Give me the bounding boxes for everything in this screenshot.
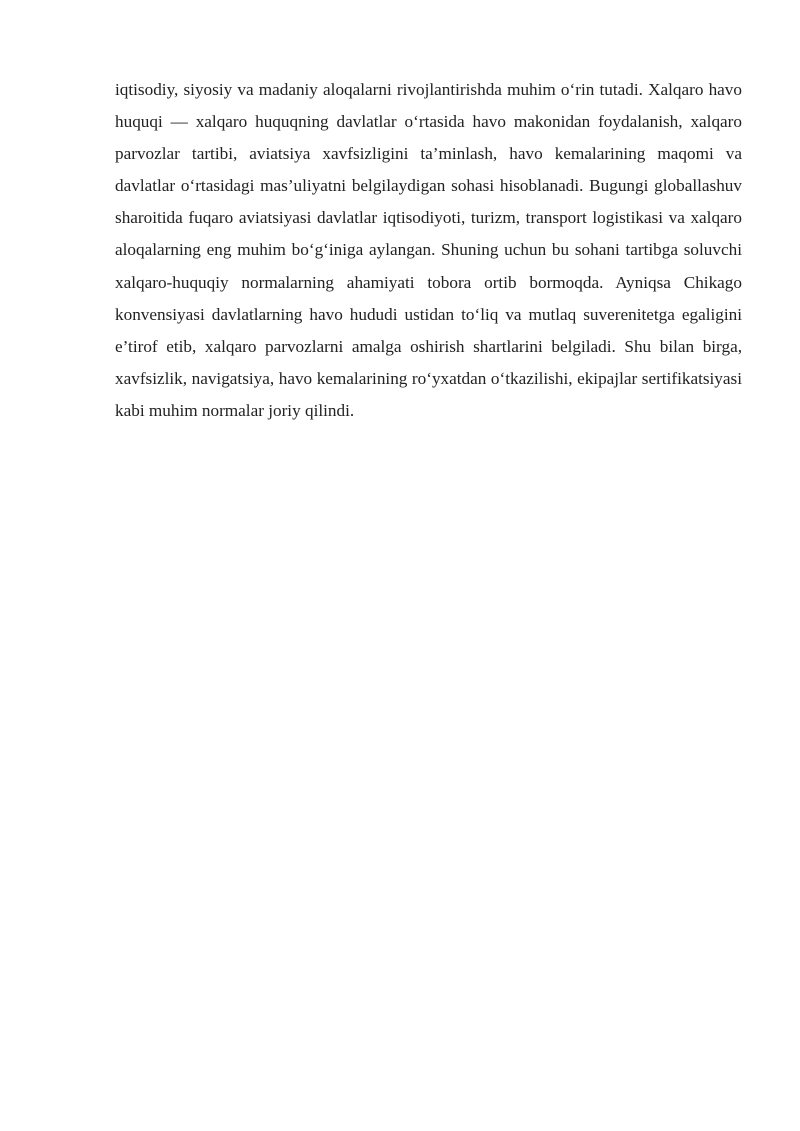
body-paragraph: iqtisodiy, siyosiy va madaniy aloqalarni rivojlantirishda muhim o‘rin tutadi. Xalqaro havo huquqi — xalqaro huquqning davlatlar o‘rtasida havo makonidan foydalanish, xalqaro parvozlar tartibi, aviatsiya xavfsizligini ta’minlash, havo kemalarining maqomi va davlatlar o‘rtasidagi mas’uliyatni belgilaydigan sohasi hisoblanadi. Bugungi globallashuv sharoitida fuqaro aviatsiyasi davlatlar iqtisodiyoti, turizm, transport logistikasi va xalqaro aloqalarning eng muhim bo‘g‘iniga aylangan. Shuning uchun bu sohani tartibga soluvchi xalqaro-huquqiy normalarning ahamiyati tobora ortib bormoqda. Ayniqsa Chikago konvensiyasi davlatlarning havo hududi ustidan to‘liq va mutlaq suverenitetga egaligini e’tirof etib, xalqaro parvozlarni amalga oshirish shartlarini belgiladi. Shu bilan birga, xavfsizlik, navigatsiya, havo kemalarining ro‘yxatdan o‘tkazilishi, ekipajlar sertifikatsiyasi kabi muhim normalar joriy qilindi. bbox=[115, 80, 742, 420]
